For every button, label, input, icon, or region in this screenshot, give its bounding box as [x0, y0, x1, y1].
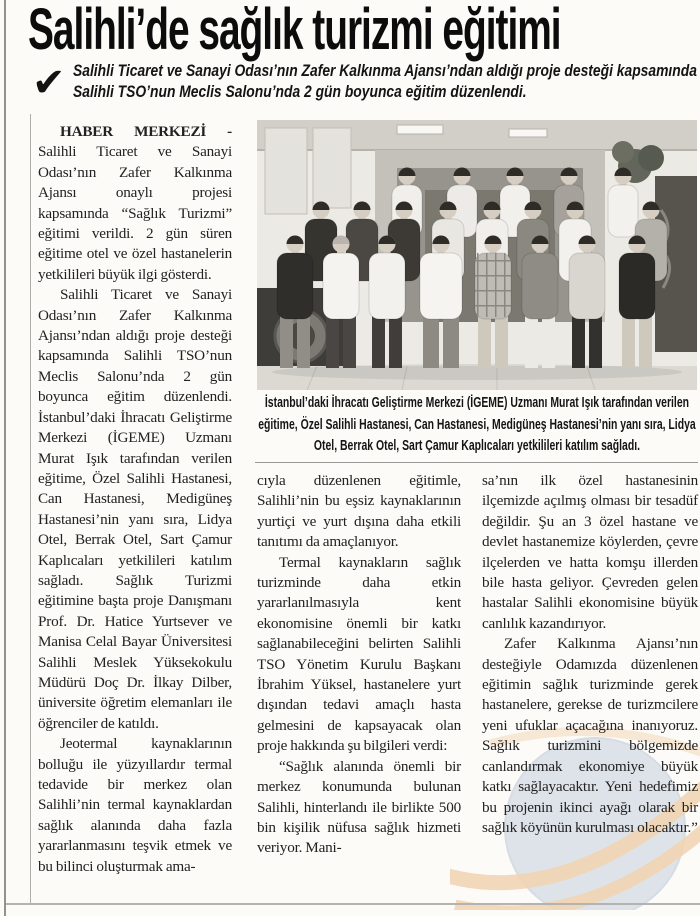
bottom-divider-rule: [6, 903, 700, 905]
article-column-2: [257, 471, 461, 859]
article-paragraph: HABER MERKEZİ - Salihli Ticaret ve Sanayi Odası’nın Zafer Kalkınma Ajansı onaylı projesi kapsamında “Sağlık Turizmi” eğitimi verildi. 2 gün süren eğitime otel ve özel hastanelerin yetkilileri büyük ilgi gösterdi.: [38, 123, 232, 283]
photo-caption: [257, 393, 697, 461]
article-lead: HABER MERKEZİ -: [60, 123, 232, 140]
article-subhead: [32, 61, 700, 105]
column-edge-rule: [30, 114, 31, 903]
group-photo-illustration: [257, 120, 697, 390]
article-photo: [257, 120, 697, 390]
article-paragraph: “Sağlık alanında önemli bir merkez konumunda bulunan Salihli, hinterlandı ile birlikte 500 bin kişilik nüfusa sağlık hizmeti veriyor. Mani-: [257, 757, 461, 857]
checkmark-icon: ✔: [32, 60, 66, 106]
article-paragraph: Jeotermal kaynaklarının bolluğu ile yüzyıllardır termal tedavide bir merkez olan Salihli’nin termal kaynaklardan sağlık alanında daha fazla yararlanmasını teşvik etmek ve bu bilinci oluşturmak ama-: [38, 735, 232, 875]
subhead-lines: [73, 61, 700, 103]
article-headline: Salihli’de sağlık turizmi eğitimi: [28, 0, 561, 62]
article-paragraph: Termal kaynakların sağlık turizminde daha etkin yararlanılmasıyla kent ekonomisine önemli bir katkı sağlanabileceğini belirten Salihli TSO Yönetim Kurulu Başkanı İbrahim Yüksel, hastanelere yurt dışından tedavi amaçlı hasta gelmesini de kapsayacak olan proje hakkında şu bilgileri verdi:: [257, 553, 461, 755]
subhead-line-1: Salihli Ticaret ve Sanayi Odası’nın Zafer Kalkınma Ajansı’ndan aldığı proje desteği kapsamında: [72, 62, 697, 80]
article-paragraph: sa’nın ilk özel hastanesinin ilçemizde açılmış olması bir tesadüf değildir. Şu an 3 özel hastane ve devlet hastanemize köylerden, çevre ilçelerden ve hatta komşu illerden bile hasta geliyor. Çevreden gelen hastalar Salihli ekonomisine büyük canlılık kazandırıyor.: [482, 472, 698, 632]
article-column-1: [38, 122, 232, 877]
article-column-3: [482, 471, 698, 838]
photo-caption-text: İstanbul’daki İhracatı Geliştirme Merkezi (İGEME) Uzmanı Murat Işık tarafından verilen eğitime, Özel Salihli Hastanesi, Can Hastanesi, Medigüneş Hastanesi’nin yanı sıra, Lidya Otel, Berrak Otel, Sart Çamur Kaplıcaları yetkilileri katılım sağladı.: [258, 395, 696, 454]
caption-divider-rule: [255, 462, 698, 463]
subhead-line-2: Salihli TSO’nun Meclis Salonu’nda 2 gün boyunca eğitim düzenlendi.: [72, 83, 527, 101]
article-paragraph: Salihli Ticaret ve Sanayi Odası’nın Zafer Kalkınma Ajansı’ndan aldığı proje desteği kapsamında Salihli TSO’nun Meclis Salonu’nda 2 gün boyunca eğitim düzenlendi. İstanbul’daki İhracatı Geliştirme Merkezi (İGEME) Uzmanı Murat Işık tarafından verilen eğitime, Özel Salihli Hastanesi, Can Hastanesi, Medigüneş Hastanesi’nin yanı sıra, Lidya Otel, Berrak Otel, Sart Çamur Kaplıcaları yetkilileri katılım sağladı. Sağlık Turizmi eğitimine başta proje Danışmanı Prof. Dr. Hatice Yurtsever ve Manisa Celal Bayar Üniversitesi Salihli Meslek Yüksekokulu Müdürü Doç Dr. İlkay Dilber, üniversite öğretim elemanları ile öğrenciler de katıldı.: [38, 286, 232, 732]
article-paragraph: Zafer Kalkınma Ajansı’nın desteğiyle Odamızda düzenlenen eğitimin sağlık turizminde gerek hastanelere, gerekse de turizmcilere yeni ufuklar açacağına inanıyoruz. Sağlık turizmini bölgemizde canlandırmak ekonomiye büyük katkı sağlayacaktır. Yeni hedefimiz bu projenin ikinci ayağı olarak bir sağlık köyünün kurulması olacaktır.”: [482, 635, 698, 836]
article-paragraph: cıyla düzenlenen eğitimle, Salihli’nin bu eşsiz kaynaklarının yurtiçi ve yurt dışına daha etkili tanıtımı da amaçlanıyor.: [257, 472, 461, 551]
page-edge-rule: [4, 0, 6, 916]
